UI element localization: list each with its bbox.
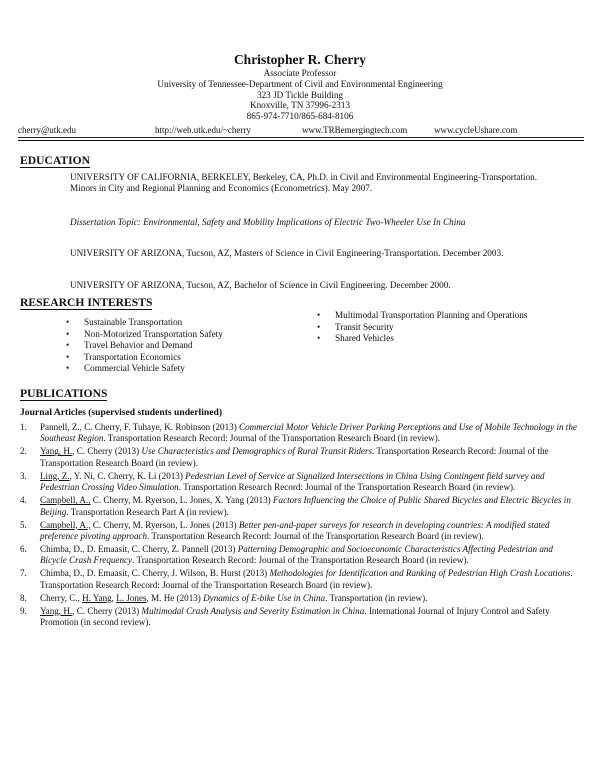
publication-item: 2. Yang, H., C. Cherry (2013) Use Characteristics and Demographics of Rural Transit Riders. Transportation Research Record: Journal of the Transportation Research Board (in review). bbox=[20, 446, 549, 468]
list-item: • Commercial Vehicle Safety bbox=[66, 363, 286, 375]
education-bs: UNIVERSITY OF ARIZONA, Tucson, AZ, Bachelor of Science in Civil Engineering. December 2000. bbox=[70, 280, 451, 290]
website-link[interactable]: http://web.utk.edu/~cherry bbox=[155, 125, 251, 135]
publication-item: 6. Chimba, D., D. Emaasit, C. Cherry, Z. Pannell (2013) Patterning Demographic and Socioeconomic Characteristics Affecting Pedestrian and Bicycle Crash Frequency. Transportation Research Record: Journal of the Transportation Research Board (in review). bbox=[20, 544, 553, 566]
header-divider bbox=[18, 137, 584, 138]
research-interests-heading: RESEARCH INTERESTS bbox=[20, 296, 153, 309]
publication-item: 9. Yang, H., C. Cherry (2013) Multimodal Crash Analysis and Severity Estimation in China. International Journal of Injury Control and Safety Promotion (in second review). bbox=[20, 605, 550, 628]
list-item: • Transit Security bbox=[317, 322, 537, 334]
cycleushare-website-link[interactable]: www.cycleUshare.com bbox=[434, 125, 518, 135]
phone-numbers: 865-974-7710/865-684-8106 bbox=[246, 111, 354, 122]
list-item: • Sustainable Transportation bbox=[66, 317, 286, 329]
list-item: • Travel Behavior and Demand bbox=[66, 340, 286, 352]
publication-item: 5. Campbell, A., C. Cherry, M. Ryerson, L. Jones (2013) Better pen-and-paper surveys for research in developing countries: A modified stated preference pivoting approach. Transportation Research Record: Journal of the Transportation Research Board (in review). bbox=[20, 519, 550, 542]
resume-header bbox=[0, 51, 600, 122]
address-line-1: 323 JD Tickle Building bbox=[256, 89, 344, 100]
publication-item: 7. Chimba, D., D. Emaasit, C. Cherry, J. Wilson, B. Hurst (2013) Methodologies for Identification and Ranking of Pedestrian High Crash Locations. Transportation Research Record: Journal of the Transportation Research Board (in review). bbox=[20, 568, 573, 590]
publication-item: 3. Ling, Z., Y. Ni, C. Cherry, K. Li (2013) Pedestrian Level of Service at Signalized Intersections in China Using Contingent field survey and Pedestrian Crossing Video Simulation. Transportation Research Record: Journal of the Transportation Research Board (in review). bbox=[20, 470, 545, 493]
list-item: • Transportation Economics bbox=[66, 352, 286, 364]
education-ms: UNIVERSITY OF ARIZONA, Tucson, AZ, Masters of Science in Civil Engineering-Transportation. December 2003. bbox=[70, 248, 504, 258]
author-name: Christopher R. Cherry bbox=[233, 52, 367, 67]
publication-item: 8. Cherry, C., H. Yang, L. Jones, M. He (2013) Dynamics of E-bike Use in China. Transportation (in review). bbox=[20, 592, 428, 603]
header-divider-thick bbox=[18, 140, 584, 141]
address-line-2: Knoxville, TN 37996-2313 bbox=[249, 100, 351, 111]
research-interests-right-list bbox=[317, 310, 537, 345]
publication-list bbox=[20, 422, 580, 630]
department: University of Tennessee-Department of Civil and Environmental Engineering bbox=[157, 78, 443, 89]
journal-articles-subheading: Journal Articles (supervised students underlined) bbox=[20, 407, 223, 418]
position-title: Associate Professor bbox=[263, 68, 337, 78]
list-item: • Multimodal Transportation Planning and Operations bbox=[317, 310, 537, 322]
education-heading: EDUCATION bbox=[20, 154, 90, 167]
publication-item: 1. Pannell, Z., C. Cherry, F. Tuhaye, K. Robinson (2013) Commercial Motor Vehicle Driver Parking Perceptions and Use of Mobile Technology in the Southeast Region. Transportation Research Record: Journal of the Transportation Research Board (in review). bbox=[20, 422, 577, 444]
trb-website-link[interactable]: www.TRBemergingtech.com bbox=[302, 125, 408, 135]
publications-heading: PUBLICATIONS bbox=[20, 387, 108, 400]
research-interests-left-list bbox=[66, 317, 286, 375]
publication-item: 4. Campbell, A., C. Cherry, M. Ryerson, L. Jones, X. Yang (2013) Factors Influencing the Choice of Public Shared Bicycles and Electric Bicycles in Beijing. Transportation Research Part A (in review). bbox=[20, 495, 571, 517]
dissertation-topic: Dissertation Topic: Environmental, Safety and Mobility Implications of Electric Two-Wheeler Use In China bbox=[70, 217, 466, 227]
list-item: • Shared Vehicles bbox=[317, 333, 537, 345]
email-link[interactable]: cherry@utk.edu bbox=[18, 125, 77, 135]
list-item: • Non-Motorized Transportation Safety bbox=[66, 329, 286, 341]
education-phd: UNIVERSITY OF CALIFORNIA, BERKELEY, Berkeley, CA, Ph.D. in Civil and Environmental Engineering-Transportation. Minors in City and Regional Planning and Economics (Econometrics). May 2007. bbox=[70, 172, 538, 194]
